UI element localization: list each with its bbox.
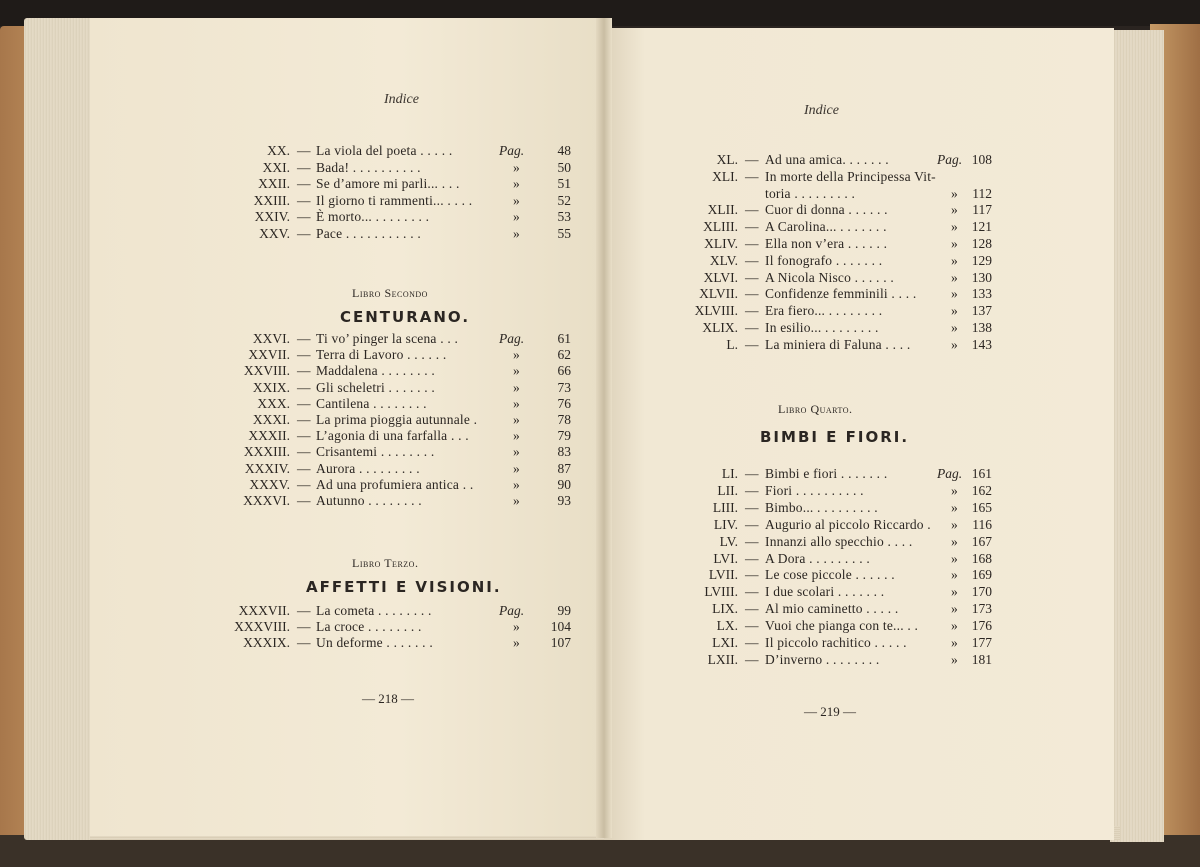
page-ref-marker: » [513,476,520,492]
entry-number: XXXVI. [243,493,290,508]
entry-title: È morto... . . . . . . . . [316,209,430,225]
entry-number: XXXIII. [243,444,290,460]
section-title: CENTURANO. [340,308,471,326]
entry-number: L. [726,336,738,352]
entry-title: La croce . . . . . . . . [316,619,422,635]
entry-page-number: 51 [557,176,571,192]
page-ref-marker: » [951,601,958,617]
entry-page-number: 48 [557,143,571,158]
entry-title: Ti vo’ pinger la scena . . . [316,331,459,346]
entry-title: Bimbi e fiori . . . . . . . [765,466,888,481]
page-ref-marker: » [951,482,958,498]
entry-number: XXXVIII. [234,619,290,635]
entry-page-number: 99 [557,603,571,618]
entry-dash: — [297,412,311,427]
entry-number: XXVII. [248,347,290,363]
entry-title: Ad una profumiera antica . . [316,476,474,492]
toc-entry [0,168,1200,185]
entry-page-number: 169 [971,567,992,583]
page-ref-marker: » [513,159,520,175]
entry-dash: — [297,428,311,444]
entry-title: A Dora . . . . . . . . . [765,550,870,566]
entry-dash: — [745,202,759,218]
page-ref-marker: » [513,619,520,635]
toc-entry [0,411,1200,428]
page-ref-marker: Pag. [937,152,963,167]
entry-dash: — [297,476,311,492]
entry-title: Crisantemi . . . . . . . . [316,444,435,460]
running-header: Indice [804,103,839,118]
toc-entry [0,252,1200,269]
entry-number: LXII. [707,651,738,667]
page-ref-marker: » [513,428,520,444]
toc-entry [0,336,1200,353]
toc-entry [0,566,1200,583]
entry-title: Maddalena . . . . . . . . [316,363,435,379]
entry-page-number: 116 [972,516,992,532]
entry-title: A Nicola Nisco . . . . . . [765,269,894,285]
entry-number: LXI. [712,635,738,650]
entry-number: XX. [267,143,290,158]
entry-page-number: 76 [557,395,571,411]
entry-number: XLII. [707,202,738,218]
entry-title: La viola del poeta . . . . . [316,143,453,158]
entry-dash: — [297,603,311,618]
entry-title: Terra di Lavoro . . . . . . [316,347,447,363]
entry-title: L’agonia di una farfalla . . . [316,428,469,444]
entry-page-number: 50 [557,159,571,175]
entry-dash: — [745,320,759,335]
entry-page-number: 107 [550,635,571,651]
toc-entry [0,395,1200,412]
page-ref-marker: » [951,236,958,251]
page-ref-marker: » [951,286,958,302]
entry-page-number: 129 [971,252,992,268]
entry-page-number: 161 [971,466,992,481]
entry-number: XXVIII. [243,363,290,379]
entry-page-number: 162 [971,482,992,498]
entry-title: La prima pioggia autunnale . [316,412,478,427]
entry-number: LII. [717,482,738,498]
entry-page-number: 138 [971,320,992,335]
entry-number: LIII. [712,499,738,515]
toc-entry [0,617,1200,634]
entry-title: D’inverno . . . . . . . . [765,651,880,667]
entry-number: XXV. [259,226,290,241]
entry-number: XXI. [262,159,290,175]
entry-title: La miniera di Faluna . . . . [765,336,911,352]
page-ref-marker: » [513,176,520,192]
entry-page-number: 137 [971,303,992,319]
toc-entry [0,533,1200,550]
entry-page-number: 130 [971,269,992,285]
entry-dash: — [297,460,311,476]
entry-page-number: 112 [972,185,992,201]
page-ref-marker: » [951,202,958,218]
entry-dash: — [745,269,759,285]
entry-dash: — [297,493,311,508]
entry-number: XLI. [712,168,738,184]
entry-dash: — [745,303,759,319]
page-ref-marker: Pag. [499,603,525,618]
entry-dash: — [745,533,759,549]
section-label: Libro Terzo. [352,556,419,570]
entry-title: Vuoi che pianga con te... . . [765,618,919,634]
toc-entry [0,443,1200,460]
entry-dash: — [297,363,311,379]
page-ref-marker: » [951,651,958,667]
page-ref-marker: » [513,379,520,395]
page-ref-marker: » [513,363,520,379]
entry-page-number: 133 [971,286,992,302]
entry-dash: — [745,651,759,667]
section-title: AFFETTI E VISIONI. [306,578,502,596]
entry-title: A Carolina... . . . . . . . [765,219,887,235]
page-ref-marker: » [951,567,958,583]
page-ref-marker: » [951,336,958,352]
entry-title: Le cose piccole . . . . . . [765,567,895,583]
entry-number: XXIX. [252,379,290,395]
toc-entry [0,302,1200,319]
page-ref-marker: » [513,460,520,476]
entry-number: LX. [716,618,738,634]
toc-entry [0,600,1200,617]
entry-dash: — [297,159,311,175]
entry-title: Il fonografo . . . . . . . [765,252,883,268]
toc-entry [0,550,1200,567]
entry-dash: — [297,176,311,192]
entry-dash: — [745,550,759,566]
page-number: — 218 — [362,691,414,706]
page-ref-marker: » [513,493,520,508]
toc-entry [0,362,1200,379]
entry-number: XXXI. [252,412,290,427]
section-title: BIMBI E FIORI. [760,428,910,446]
entry-page-number: 78 [557,412,571,427]
entry-title: Bimbo... . . . . . . . . . [765,499,878,515]
entry-number: LIX. [712,601,738,617]
entry-page-number: 170 [971,584,992,600]
page-ref-marker: » [513,395,520,411]
entry-number: LI. [721,466,738,481]
entry-dash: — [745,584,759,600]
toc-entry [0,201,1200,218]
entry-number: LV. [719,533,738,549]
entry-title: Gli scheletri . . . . . . . [316,379,436,395]
toc-entry [0,218,1200,235]
entry-number: XLV. [709,252,738,268]
entry-dash: — [745,618,759,634]
entry-page-number: 52 [557,192,571,208]
entry-title: Il piccolo rachitico . . . . . [765,635,907,650]
entry-number: XLVI. [703,269,738,285]
toc-entry [0,427,1200,444]
entry-dash: — [297,331,311,346]
entry-number: XLVIII. [694,303,738,319]
toc-entry [0,269,1200,286]
entry-number: XLIV. [704,236,738,251]
entry-title: Cuor di donna . . . . . . [765,202,888,218]
entry-page-number: 181 [971,651,992,667]
entry-dash: — [297,226,311,241]
page-ref-marker: » [951,499,958,515]
page-ref-marker: » [951,550,958,566]
entry-number: LIV. [713,516,738,532]
page-ref-marker: » [951,516,958,532]
entry-number: XLIX. [702,320,738,335]
entry-title: In morte della Principessa Vit- [765,168,936,184]
toc-entry [0,151,1200,168]
page-ref-marker: » [951,635,958,650]
page-ref-marker: » [951,185,958,201]
entry-number: XXIV. [254,209,290,225]
page-ref-marker: » [513,347,520,363]
page-ref-marker: » [951,303,958,319]
entry-title: Era fiero... . . . . . . . . [765,303,883,319]
entry-title: Fiori . . . . . . . . . . [765,482,864,498]
entry-page-number: 177 [971,635,992,650]
entry-title: Il giorno ti rammenti... . . . . [316,192,473,208]
page-ref-marker: » [513,412,520,427]
entry-page-number: 168 [971,550,992,566]
entry-dash: — [745,168,759,184]
entry-dash: — [297,143,311,158]
page-ref-marker: » [513,209,520,225]
page-ref-marker: Pag. [937,466,963,481]
entry-page-number: 61 [557,331,571,346]
page-ref-marker: » [951,219,958,235]
entry-dash: — [297,619,311,635]
entry-page-number: 173 [971,601,992,617]
entry-number: XL. [716,152,738,167]
toc-entry [0,319,1200,336]
entry-dash: — [297,395,311,411]
entry-title: Al mio caminetto . . . . . [765,601,899,617]
page-ref-marker: Pag. [499,143,525,158]
entry-dash: — [745,482,759,498]
entry-page-number: 167 [971,533,992,549]
entry-title: Cantilena . . . . . . . . [316,395,427,411]
entry-number: XXXII. [248,428,290,444]
entry-number: XLIII. [703,219,738,235]
entry-page-number: 90 [557,476,571,492]
entry-title: Aurora . . . . . . . . . [316,460,420,476]
entry-title: Autunno . . . . . . . . [316,493,422,508]
toc-entry [0,235,1200,252]
entry-dash: — [297,192,311,208]
entry-page-number: 143 [971,336,992,352]
page-ref-marker: » [513,635,520,651]
entry-page-number: 66 [557,363,571,379]
entry-page-number: 104 [550,619,571,635]
entry-page-number: 83 [557,444,571,460]
page-ref-marker: » [513,192,520,208]
page-ref-marker: Pag. [499,331,525,346]
entry-number: LVI. [713,550,738,566]
section-label: Libro Quarto. [778,402,853,416]
entry-dash: — [297,209,311,225]
entry-number: XXXV. [249,476,290,492]
page-ref-marker: » [951,252,958,268]
entry-number: XXXVII. [238,603,290,618]
toc-entry [0,465,1200,482]
toc-entry [0,499,1200,516]
section-label: Libro Secondo [352,286,428,300]
entry-title: Se d’amore mi parli... . . . [316,176,460,192]
entry-dash: — [745,286,759,302]
toc-entry [0,185,1200,202]
page-ref-marker: » [951,269,958,285]
page-ref-marker: » [951,584,958,600]
running-header: Indice [384,92,419,107]
entry-dash: — [745,567,759,583]
entry-dash: — [745,252,759,268]
entry-dash: — [745,236,759,251]
entry-dash: — [745,152,759,167]
entry-number: LVII. [708,567,738,583]
entry-title: Un deforme . . . . . . . [316,635,433,651]
entry-title: Augurio al piccolo Riccardo . [765,516,931,532]
entry-page-number: 165 [971,499,992,515]
toc-entry [0,583,1200,600]
entry-dash: — [745,336,759,352]
toc-entry [0,482,1200,499]
entry-dash: — [297,347,311,363]
entry-dash: — [745,516,759,532]
entry-title: toria . . . . . . . . . [765,185,856,201]
entry-page-number: 55 [557,226,571,241]
page-ref-marker: » [513,444,520,460]
entry-dash: — [297,379,311,395]
entry-title: In esilio... . . . . . . . . [765,320,879,335]
entry-number: LVIII. [704,584,738,600]
page-ref-marker: » [513,226,520,241]
entry-page-number: 117 [972,202,992,218]
entry-number: XXXIV. [244,460,290,476]
toc-entry [0,379,1200,396]
entry-title: Ella non v’era . . . . . . [765,236,888,251]
page-ref-marker: » [951,533,958,549]
page-ref-marker: » [951,320,958,335]
entry-dash: — [745,219,759,235]
entry-page-number: 62 [557,347,571,363]
entry-dash: — [745,635,759,650]
entry-dash: — [745,466,759,481]
entry-title: I due scolari . . . . . . . [765,584,885,600]
entry-page-number: 93 [557,493,571,508]
entry-title: Innanzi allo specchio . . . . [765,533,913,549]
entry-number: XXIII. [253,192,290,208]
entry-page-number: 73 [557,379,571,395]
entry-title: Confidenze femminili . . . . [765,286,917,302]
entry-dash: — [297,635,311,651]
entry-number: XXII. [258,176,290,192]
entry-number: XXVI. [252,331,290,346]
entry-title: Pace . . . . . . . . . . . [316,226,421,241]
toc-entry [0,634,1200,651]
toc-entry [0,516,1200,533]
entry-title: Bada! . . . . . . . . . . [316,159,421,175]
entry-title: Ad una amica. . . . . . . [765,152,889,167]
entry-page-number: 79 [557,428,571,444]
entry-dash: — [297,444,311,460]
page-ref-marker: » [951,618,958,634]
entry-page-number: 128 [971,236,992,251]
entry-page-number: 121 [971,219,992,235]
entry-title: La cometa . . . . . . . . [316,603,432,618]
entry-page-number: 108 [971,152,992,167]
page-number: — 219 — [804,704,856,719]
entry-page-number: 176 [971,618,992,634]
entry-page-number: 53 [557,209,571,225]
entry-dash: — [745,499,759,515]
entry-dash: — [745,601,759,617]
toc-entry [0,651,1200,668]
entry-number: XXX. [257,395,290,411]
entry-page-number: 87 [557,460,571,476]
entry-number: XXXIX. [243,635,290,651]
toc-entry [0,285,1200,302]
entry-number: XLVII. [699,286,738,302]
